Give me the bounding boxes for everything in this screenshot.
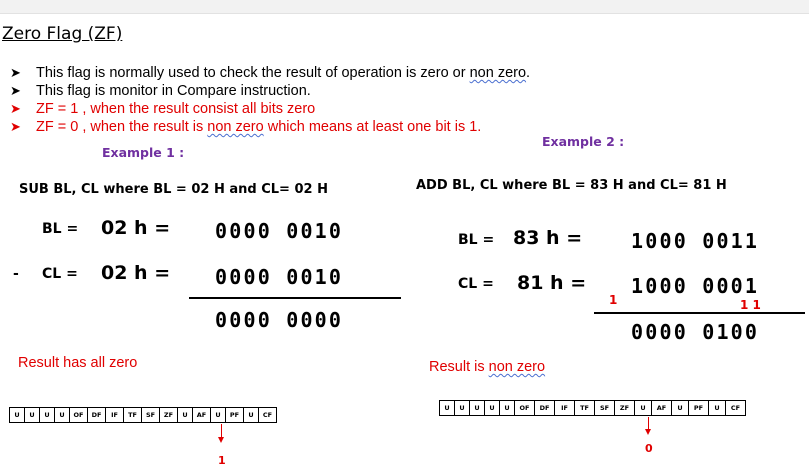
- ex2-cl-label: CL =: [458, 276, 494, 292]
- ex1-bl-binary: 0000 0010: [215, 219, 344, 243]
- flag-cell: PF: [226, 408, 244, 422]
- flag-cell: SF: [142, 408, 160, 422]
- flag-cell: PF: [689, 401, 709, 415]
- top-bar: [0, 0, 809, 14]
- bullet-text: This flag is monitor in Compare instruction.: [36, 83, 311, 99]
- ex2-cl-hex: 81 h =: [517, 272, 587, 294]
- flag-cell: U: [211, 408, 226, 422]
- ex1-flag-register: [9, 407, 277, 423]
- bullet-text: ZF = 1 , when the result consist all bits zero: [36, 101, 316, 117]
- flag-cell: TF: [575, 401, 595, 415]
- ex2-flag-register: [439, 400, 746, 416]
- flag-cell: ZF: [160, 408, 178, 422]
- flag-cell: U: [470, 401, 485, 415]
- ex2-zf-value: 0: [645, 442, 653, 455]
- ex2-bl-hex: 83 h =: [513, 227, 583, 249]
- ex1-result-binary: 0000 0000: [215, 308, 344, 332]
- bullet-2: [10, 82, 530, 100]
- flag-cell: U: [500, 401, 515, 415]
- ex1-sum-line: [189, 297, 401, 299]
- flag-cell: AF: [652, 401, 672, 415]
- ex2-result-binary: 0000 0100: [631, 320, 760, 344]
- flag-cell: U: [455, 401, 470, 415]
- bullet-list: [10, 64, 530, 136]
- arrow-bullet-icon: ➤: [10, 119, 21, 134]
- flag-cell: U: [40, 408, 55, 422]
- flag-cell: U: [25, 408, 40, 422]
- page-title: Zero Flag (ZF): [2, 24, 123, 44]
- ex1-cl-label: CL =: [42, 266, 78, 282]
- bullet-text: This flag is normally used to check the result of operation is zero or non zero.: [36, 65, 531, 81]
- flag-cell: OF: [515, 401, 535, 415]
- example-1-label: Example 1 :: [102, 145, 185, 160]
- ex1-zf-arrow-icon: [221, 424, 222, 438]
- ex2-zf-arrowhead-icon: [645, 429, 651, 435]
- flag-cell: U: [485, 401, 500, 415]
- ex1-result-text: Result has all zero: [18, 355, 138, 371]
- bullet-text: ZF = 0 , when the result is non zero which means at least one bit is 1.: [36, 119, 482, 135]
- bullet-4: [10, 118, 530, 136]
- flag-cell: CF: [730, 404, 741, 412]
- flag-cell: OF: [70, 408, 88, 422]
- bullet-3: [10, 100, 530, 118]
- ex2-sum-line: [594, 312, 805, 314]
- arrow-bullet-icon: ➤: [10, 101, 21, 116]
- flag-cell: IF: [555, 401, 575, 415]
- ex1-cl-binary: 0000 0010: [215, 265, 344, 289]
- arrow-bullet-icon: ➤: [10, 65, 21, 80]
- flag-cell: SF: [595, 401, 615, 415]
- flag-cell: U: [672, 401, 689, 415]
- flag-cell: IF: [106, 408, 124, 422]
- ex1-cl-hex: 02 h =: [101, 262, 171, 284]
- flag-cell: ZF: [615, 401, 635, 415]
- ex1-zf-value: 1: [218, 454, 226, 467]
- ex2-carry-right: 1 1: [740, 298, 761, 312]
- arrow-bullet-icon: ➤: [10, 83, 21, 98]
- flag-cell: U: [709, 401, 726, 415]
- flag-cell: DF: [88, 408, 106, 422]
- example-2-label: Example 2 :: [542, 134, 625, 149]
- flag-cell: U: [178, 408, 193, 422]
- ex2-bl-label: BL =: [458, 232, 495, 248]
- bullet-1: [10, 64, 530, 82]
- flag-cell: U: [635, 401, 652, 415]
- ex1-zf-arrowhead-icon: [218, 437, 224, 443]
- example-1-instruction: SUB BL, CL where BL = 02 H and CL= 02 H: [19, 182, 328, 197]
- flag-cell: CF: [262, 411, 273, 419]
- flag-cell: DF: [535, 401, 555, 415]
- ex2-result-text: Result is non zero: [429, 359, 546, 375]
- flag-cell: U: [55, 408, 70, 422]
- ex1-minus-sign: -: [13, 266, 19, 282]
- flag-cell: U: [10, 408, 25, 422]
- example-2-instruction: ADD BL, CL where BL = 83 H and CL= 81 H: [416, 178, 727, 193]
- ex1-bl-label: BL =: [42, 221, 79, 237]
- flag-cell: AF: [193, 408, 211, 422]
- flag-cell: U: [244, 408, 259, 422]
- flag-cell: TF: [124, 408, 142, 422]
- ex1-bl-hex: 02 h =: [101, 217, 171, 239]
- ex2-cl-binary: 1000 0001: [631, 274, 760, 298]
- ex2-bl-binary: 1000 0011: [631, 229, 760, 253]
- ex2-carry-left: 1: [609, 293, 618, 307]
- flag-cell: U: [440, 401, 455, 415]
